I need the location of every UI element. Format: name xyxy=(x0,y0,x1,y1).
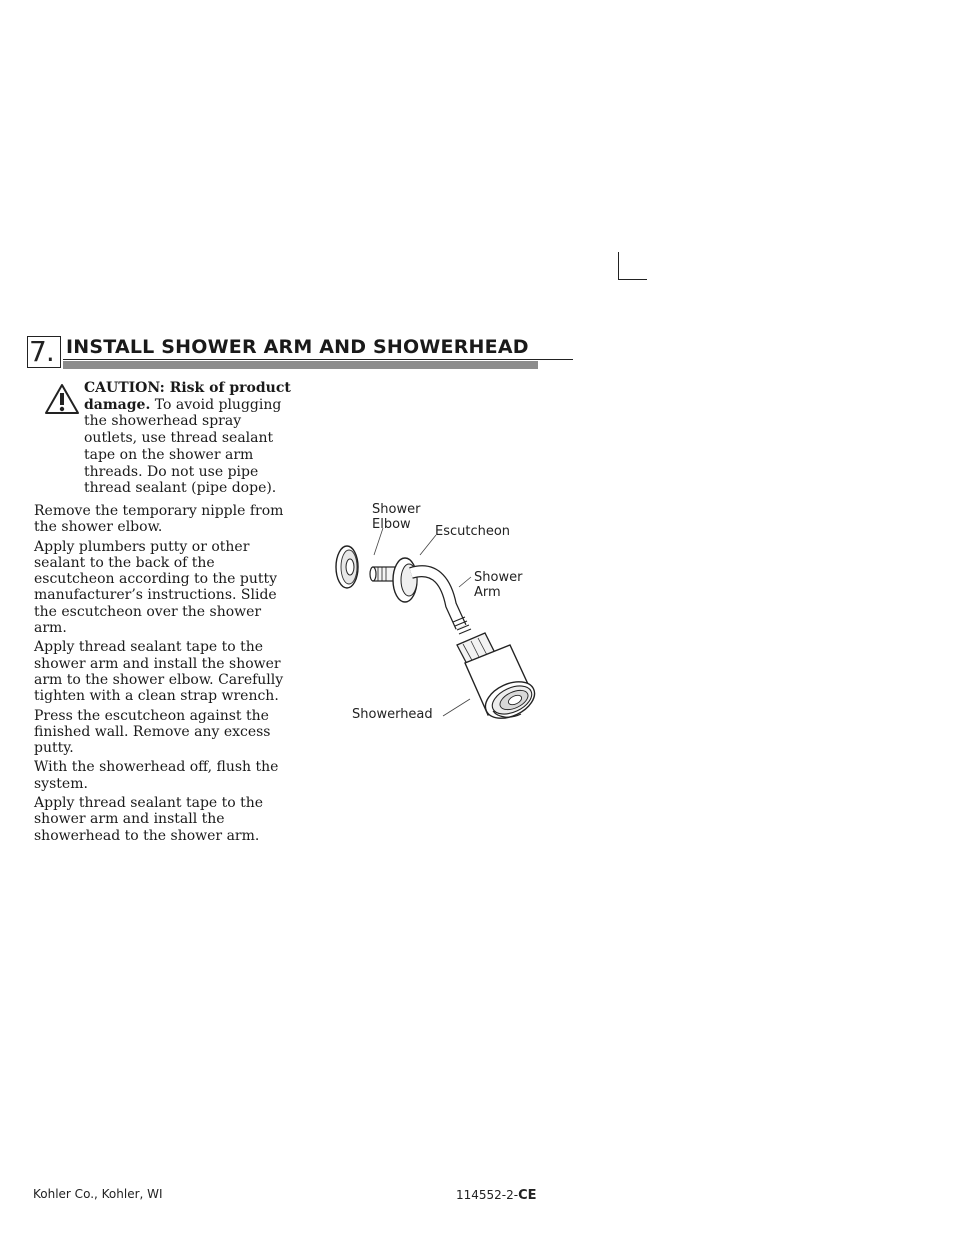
title-shade-bar xyxy=(63,361,538,369)
instruction-4: Press the escutcheon against the finished wall. Remove any excess putty. xyxy=(34,707,271,757)
label-shower-elbow: Shower Elbow xyxy=(372,502,421,532)
instruction-6: Apply thread sealant tape to the shower arm and install the showerhead to the shower arm. xyxy=(34,795,264,844)
instruction-list xyxy=(34,503,292,847)
step-number: 7. xyxy=(27,336,61,368)
instruction-1: Remove the temporary nipple from the shower elbow. xyxy=(34,503,284,536)
showerhead-diagram xyxy=(325,495,565,735)
label-escutcheon: Escutcheon xyxy=(435,524,511,539)
doc-number: 114552-2- xyxy=(456,1188,519,1202)
label-showerhead: Showerhead xyxy=(352,707,433,722)
footer-company: Kohler Co., Kohler, WI xyxy=(33,1187,163,1201)
title-rule xyxy=(63,359,573,360)
crop-mark xyxy=(618,252,647,280)
instruction-5: With the showerhead off, flush the system. xyxy=(34,759,279,792)
caution-note xyxy=(84,380,296,497)
instruction-2: Apply plumbers putty or other sealant to the back of the escutcheon according to the putty manufacturer’s instructions. Slide the escutcheon over the shower arm. xyxy=(34,538,278,637)
step-title: INSTALL SHOWER ARM AND SHOWERHEAD xyxy=(66,336,529,358)
warning-triangle-icon xyxy=(44,383,80,415)
caution-body: To avoid plugging the showerhead spray outlets, use thread sealant tape on the shower arm threads. Do not use pipe thread sealant (pipe dope). xyxy=(84,396,282,497)
doc-suffix: CE xyxy=(518,1188,537,1203)
label-shower-arm: Shower Arm xyxy=(474,570,523,600)
footer-doc-number xyxy=(456,1188,537,1203)
instruction-3: Apply thread sealant tape to the shower arm and install the shower arm to the shower elbow. Carefully tighten with a clean strap wrench. xyxy=(34,639,284,705)
caution-heading: CAUTION: Risk of product damage. xyxy=(84,380,291,413)
